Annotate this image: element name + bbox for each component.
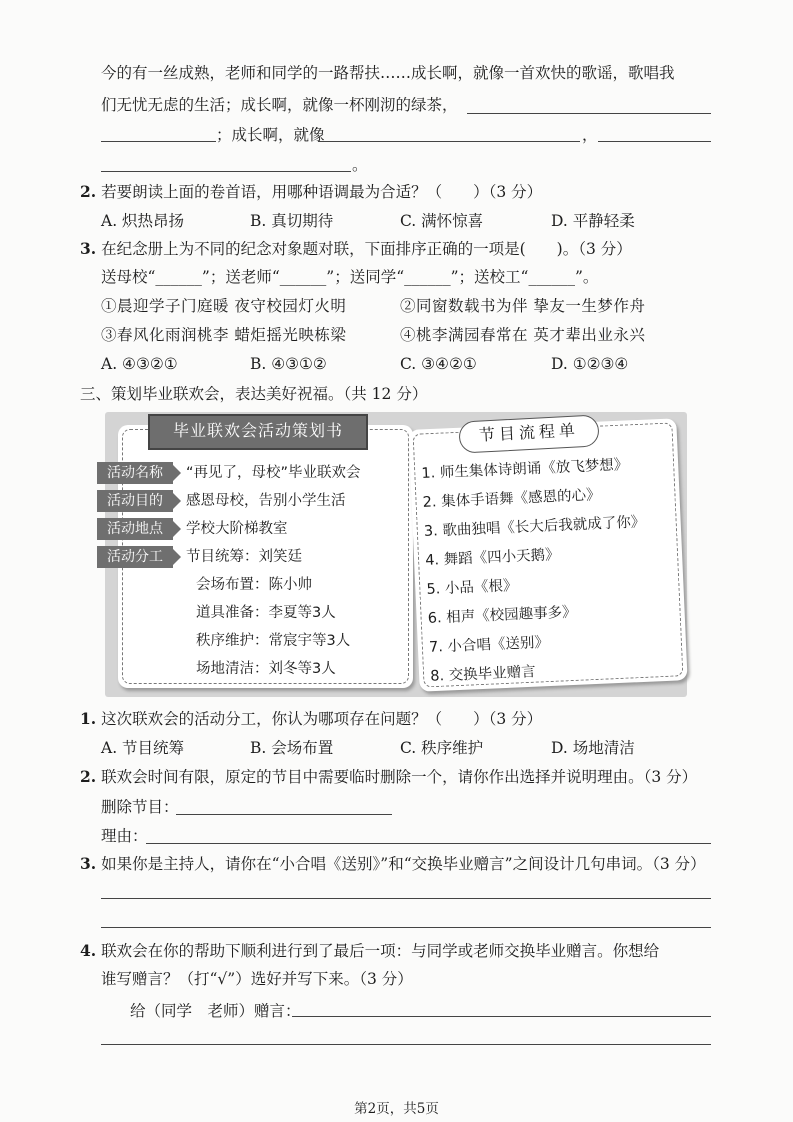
question-stem: 若要朗读上面的卷首语，用哪种语调最为合适？（ ）（3 分） bbox=[101, 183, 543, 201]
activity-purpose: 感恩母校，告别小学生活 bbox=[186, 493, 346, 509]
duty-order: 秩序维护：常宸宇等3人 bbox=[196, 633, 351, 649]
answer-line[interactable] bbox=[598, 141, 711, 142]
duty-props: 道具准备：李夏等3人 bbox=[196, 605, 336, 621]
program-list bbox=[420, 429, 690, 685]
host-script-line-1[interactable] bbox=[101, 898, 711, 899]
period: 。 bbox=[352, 156, 368, 174]
question-number: 2. bbox=[80, 182, 97, 201]
q3-option-b[interactable]: B. ④③①② bbox=[250, 355, 327, 373]
section-3-heading: 三、策划毕业联欢会，表达美好祝福。（共 12 分） bbox=[80, 385, 428, 403]
s3q1-option-b[interactable]: B. 会场布置 bbox=[250, 739, 334, 757]
program-item: 2. 集体手语舞《感恩的心》 bbox=[422, 487, 601, 511]
activity-location: 学校大阶梯教室 bbox=[186, 521, 288, 537]
reason-label: 理由： bbox=[101, 827, 148, 845]
program-item: 6. 相声《校园趣事多》 bbox=[427, 604, 577, 627]
give-label: 给（同学 老师）赠言： bbox=[130, 1002, 301, 1020]
answer-line[interactable] bbox=[101, 171, 351, 172]
program-title: 节目流程单 bbox=[458, 414, 599, 453]
question-stem: 联欢会时间有限，原定的节目中需要临时删除一个，请你作出选择并说明理由。（3 分） bbox=[101, 768, 698, 786]
s3-question-2 bbox=[80, 766, 697, 788]
passage-line-1: 今的有一丝成熟，老师和同学的一路帮扶……成长啊，就像一首欢快的歌谣，歌唱我 bbox=[101, 64, 675, 82]
program-item: 3. 歌曲独唱《长大后我就成了你》 bbox=[423, 514, 646, 540]
answer-line[interactable] bbox=[101, 141, 216, 142]
program-item: 7. 小合唱《送别》 bbox=[428, 634, 550, 656]
s3-question-3 bbox=[80, 853, 706, 875]
question-stem: 如果你是主持人，请你在“小合唱《送别》”和“交换毕业赠言”之间设计几句串词。（3 分） bbox=[101, 855, 706, 873]
question-number: 3. bbox=[80, 239, 97, 258]
message-input-line-2[interactable] bbox=[101, 1044, 711, 1045]
program-item: 8. 交换毕业赠言 bbox=[429, 664, 537, 685]
tag-activity-name: 活动名称 bbox=[97, 462, 173, 484]
s3-question-4 bbox=[80, 940, 659, 962]
tag-activity-purpose: 活动目的 bbox=[97, 490, 173, 512]
q2-option-d[interactable]: D. 平静轻柔 bbox=[551, 212, 635, 230]
question-3 bbox=[80, 238, 632, 260]
program-item: 5. 小品《根》 bbox=[426, 577, 518, 598]
answer-line[interactable] bbox=[318, 141, 580, 142]
duty-cleaning: 场地清洁：刘冬等3人 bbox=[196, 661, 336, 677]
question-number: 2. bbox=[80, 767, 97, 786]
delete-program-input[interactable] bbox=[176, 814, 392, 815]
passage-line-3: ；成长啊，就像 bbox=[216, 126, 325, 144]
duty-venue: 会场布置：陈小帅 bbox=[196, 577, 312, 593]
q3-blank-line: 送母校“______”；送老师“______”；送同学“______”；送校工“______”。 bbox=[101, 268, 599, 286]
duty-program: 节目统筹：刘笑廷 bbox=[186, 549, 302, 565]
tag-activity-division: 活动分工 bbox=[97, 546, 173, 568]
q2-option-b[interactable]: B. 真切期待 bbox=[250, 212, 334, 230]
q3-option-a[interactable]: A. ④③②① bbox=[101, 355, 178, 373]
couplet-4: ④桃李满园春常在 英才辈出业永兴 bbox=[400, 326, 646, 344]
comma: ， bbox=[582, 126, 598, 144]
s3q1-option-d[interactable]: D. 场地清洁 bbox=[551, 739, 635, 757]
question-number: 4. bbox=[80, 941, 97, 960]
activity-name: “再见了，母校”毕业联欢会 bbox=[186, 465, 361, 481]
reason-input[interactable] bbox=[146, 843, 711, 844]
couplet-2: ②同窗数载书为伴 挚友一生梦作舟 bbox=[400, 297, 646, 315]
passage-line-2: 们无忧无虑的生活；成长啊，就像一杯刚沏的绿茶， bbox=[101, 96, 458, 114]
couplet-1: ①晨迎学子门庭暖 夜守校园灯火明 bbox=[101, 297, 347, 315]
tag-activity-location: 活动地点 bbox=[97, 518, 173, 540]
answer-line[interactable] bbox=[467, 113, 711, 114]
host-script-line-2[interactable] bbox=[101, 927, 711, 928]
q2-option-c[interactable]: C. 满怀惊喜 bbox=[400, 212, 484, 230]
question-number: 1. bbox=[80, 709, 97, 728]
q2-option-a[interactable]: A. 炽热昂扬 bbox=[101, 212, 185, 230]
q3-option-c[interactable]: C. ③④②① bbox=[400, 355, 477, 373]
page-number: 第2页，共5页 bbox=[354, 1101, 439, 1117]
delete-label: 删除节目： bbox=[101, 798, 179, 816]
question-stem: 在纪念册上为不同的纪念对象题对联，下面排序正确的一项是( )。（3 分） bbox=[101, 240, 632, 258]
message-input-line-1[interactable] bbox=[292, 1016, 711, 1017]
question-stem: 联欢会在你的帮助下顺利进行到了最后一项：与同学或老师交换毕业赠言。你想给 bbox=[101, 942, 660, 960]
q3-option-d[interactable]: D. ①②③④ bbox=[551, 355, 629, 373]
plan-title: 毕业联欢会活动策划书 bbox=[148, 414, 368, 450]
s3q4-stem-2: 谁写赠言？（打“√”）选好并写下来。（3 分） bbox=[101, 970, 413, 988]
question-number: 3. bbox=[80, 854, 97, 873]
program-item: 4. 舞蹈《四小天鹅》 bbox=[424, 547, 560, 569]
question-2 bbox=[80, 181, 542, 203]
program-item: 1. 师生集体诗朗诵《放飞梦想》 bbox=[421, 456, 629, 482]
s3q1-option-c[interactable]: C. 秩序维护 bbox=[400, 739, 484, 757]
s3-question-1 bbox=[80, 708, 542, 730]
s3q1-option-a[interactable]: A. 节目统筹 bbox=[101, 739, 185, 757]
couplet-3: ③春风化雨润桃李 蜡炬摇光映栋梁 bbox=[101, 326, 347, 344]
question-stem: 这次联欢会的活动分工，你认为哪项存在问题？（ ）（3 分） bbox=[101, 710, 543, 728]
